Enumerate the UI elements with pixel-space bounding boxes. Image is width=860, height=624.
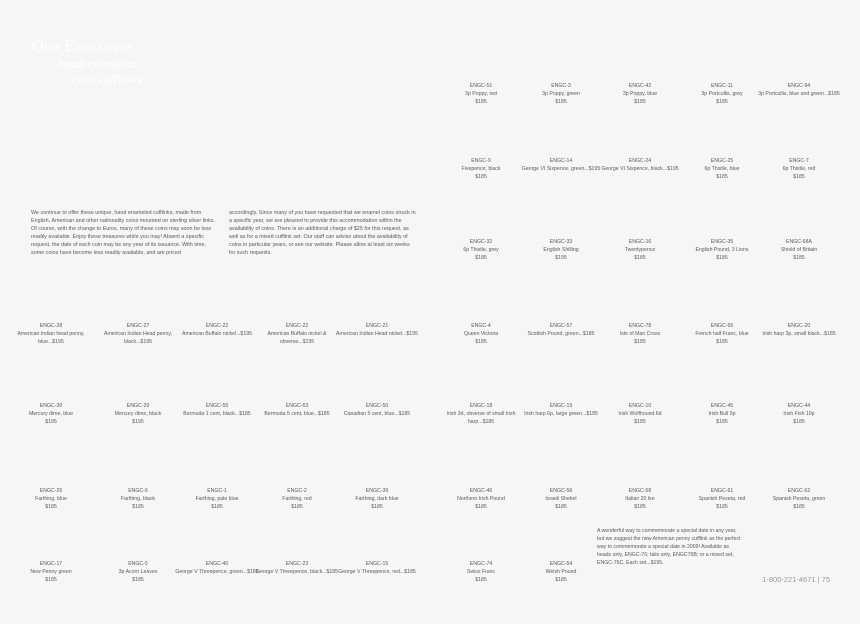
product-price: $195: [132, 419, 144, 425]
product-item: [519, 487, 603, 511]
product-code: ENGC-20: [787, 323, 811, 329]
product-price: $185: [475, 99, 487, 105]
product-price: $185: [634, 419, 646, 425]
product-item: [175, 487, 259, 511]
product-item: [255, 322, 339, 346]
product-code: ENGC-29: [126, 403, 150, 409]
product-code: ENGC-78: [628, 323, 652, 329]
product-description: English Pound, 3 Lions: [695, 247, 749, 253]
product-item: [255, 402, 339, 418]
product-item: [757, 322, 841, 338]
product-description: Twentypence: [624, 247, 656, 253]
subtitle-line-2: coin cufflinks: [72, 71, 142, 86]
product-price: $185: [475, 174, 487, 180]
product-price: $185: [634, 99, 646, 105]
product-description: 3p Acorn Leaves: [118, 569, 158, 575]
product-description: Queen Victoria: [463, 331, 499, 337]
product-description: Israeli Shekel: [545, 496, 577, 502]
product-price: $185: [211, 504, 223, 510]
product-item: [680, 322, 764, 346]
product-item: [519, 238, 603, 262]
product-description: New Penny green: [30, 569, 72, 575]
product-description: Shield of Britain: [780, 247, 818, 253]
product-item: [335, 322, 419, 338]
product-price: $185: [634, 504, 646, 510]
product-item: [9, 402, 93, 426]
product-description: Irish Fish 10p: [783, 411, 815, 417]
product-description: Mercury dime, black: [114, 411, 162, 417]
product-description: Bermuda 5 cent, blue...$185: [264, 411, 330, 417]
product-price: $185: [634, 255, 646, 261]
product-description: American Buffalo nickel & obverse...$195: [267, 331, 327, 345]
product-item: [439, 487, 523, 511]
product-description: American Indian Head nickel...$195: [336, 331, 418, 337]
product-code: ENGC-32: [469, 239, 493, 245]
product-price: $185: [793, 255, 805, 261]
product-description: French half Franc, blue: [695, 331, 749, 337]
product-code: ENGC-22: [205, 323, 229, 329]
product-code: ENGC-56: [549, 488, 573, 494]
product-price: $195: [45, 419, 57, 425]
product-description: Spanish Peseta, green: [772, 496, 826, 502]
product-item: [598, 82, 682, 106]
product-description: 3p Portcullis, grey: [701, 91, 743, 97]
product-description: 3p Portcullis, blue and green...$185: [758, 91, 840, 97]
product-code: ENGC-54: [549, 561, 573, 567]
product-item: [519, 157, 603, 173]
product-item: [9, 560, 93, 584]
product-description: Scottish Pound, green...$185: [527, 331, 595, 337]
page-subtitle: [58, 56, 142, 86]
product-description: 6p Thistle, grey: [463, 247, 499, 253]
product-item: [680, 487, 764, 511]
product-description: George VI Sixpence, green...$195: [521, 166, 601, 172]
intro-text-col-2: accordingly. Since many of you have requested that we enamel coins struck in a specific year, we are pleased to provide this accommodation within the availability of coins. There is an additional charge of $25 for this request, as well as for a mixed cufflink set. Our staff can advise about the availability of coins in particular years, or see our website. Please allow at least six weeks for such requests.: [229, 210, 416, 257]
product-price: $185: [716, 339, 728, 345]
product-description: George V Threepence, green...$185: [175, 569, 259, 575]
product-item: [175, 402, 259, 418]
product-code: ENGC-23: [285, 561, 309, 567]
product-description: American Buffalo nickel...$195: [182, 331, 252, 337]
product-price: $185: [475, 255, 487, 261]
product-item: [335, 402, 419, 418]
product-item: [255, 487, 339, 511]
product-item: [757, 238, 841, 262]
product-item: [598, 402, 682, 426]
product-code: ENGC-42: [628, 83, 652, 89]
product-item: [519, 560, 603, 584]
product-code: ENGC-62: [787, 488, 811, 494]
product-description: Spanish Peseta, red: [698, 496, 746, 502]
product-price: $185: [45, 504, 57, 510]
product-code: ENGC-55: [205, 403, 229, 409]
product-price: $185: [555, 577, 567, 583]
product-code: ENGC-22: [285, 323, 309, 329]
product-description: 3p Poppy, blue: [622, 91, 658, 97]
product-code: ENGC-40: [205, 561, 229, 567]
product-price: $185: [716, 99, 728, 105]
product-description: Irish 3d, obverse of small Irish harp...$185: [446, 411, 516, 425]
product-code: ENGC-63: [285, 403, 309, 409]
product-description: Farthing, red: [282, 496, 312, 502]
product-code: ENGC-4: [471, 323, 491, 329]
commemorative-note: A wonderful way to commemorate a special date in any year, but we suggest the new American penny cufflink as the perfect way to commemorate a special date in 2009! Available as heads only, ENGC-76; tails only, ENGC76B; or a mixed set, ENGC-76C. Each set...$195.: [597, 528, 741, 566]
product-description: 6p Thistle, red: [782, 166, 816, 172]
product-description: English Shilling: [543, 247, 579, 253]
product-price: $185: [555, 504, 567, 510]
product-description: Swiss Franc: [466, 569, 496, 575]
product-code: ENGC-26: [39, 488, 63, 494]
product-code: ENGC-11: [710, 83, 734, 89]
product-item: [255, 560, 339, 576]
product-code: ENGC-21: [365, 323, 389, 329]
product-code: ENGC-6: [128, 488, 148, 494]
product-description: Farthing, blue: [35, 496, 67, 502]
intro-text-col-1: We continue to offer these unique, hand enameled cufflinks, made from English, American and other nationality coins mounted on sterling silver links. Of course, with the change to Euros, many of these coins may soon be less readily available. Enjoy these treasures while you may! Absent a specific request, the date of each coin may be any year of its issuance. With time, some coins have become less readily available, and are priced: [31, 210, 215, 257]
product-code: ENGC-45: [710, 403, 734, 409]
product-description: Italian 20 lire: [625, 496, 655, 502]
product-code: ENGC-25: [710, 158, 734, 164]
product-item: [175, 560, 259, 576]
product-item: [680, 402, 764, 426]
product-code: ENGC-57: [549, 323, 573, 329]
product-item: [439, 322, 523, 346]
product-description: Welsh Pound: [545, 569, 577, 575]
product-code: ENGC-10: [628, 403, 652, 409]
product-code: ENGC-18: [469, 403, 493, 409]
product-description: 6p Thistle, blue: [704, 166, 740, 172]
product-item: [757, 487, 841, 511]
product-price: $185: [793, 419, 805, 425]
product-price: $185: [475, 339, 487, 345]
product-price: $195: [555, 255, 567, 261]
product-price: $185: [132, 504, 144, 510]
product-description: Fivepence, black: [461, 166, 501, 172]
product-code: ENGC-27: [126, 323, 150, 329]
product-code: ENGC-3: [551, 83, 571, 89]
product-item: [335, 560, 419, 576]
product-price: $185: [716, 419, 728, 425]
product-price: $185: [716, 504, 728, 510]
product-code: ENGC-65: [710, 323, 734, 329]
product-item: [439, 82, 523, 106]
product-price: $185: [555, 99, 567, 105]
product-price: $185: [716, 174, 728, 180]
product-item: [519, 82, 603, 106]
product-code: ENGC-51: [469, 83, 493, 89]
product-code: ENGC-94: [787, 83, 811, 89]
product-item: [757, 402, 841, 426]
product-code: ENGC-44: [787, 403, 811, 409]
product-item: [96, 322, 180, 346]
product-code: ENGC-24: [628, 158, 652, 164]
product-description: George V Threepence, red...$185: [338, 569, 416, 575]
product-code: ENGC-15: [365, 561, 389, 567]
product-description: George V Threepence, black...$185: [255, 569, 339, 575]
product-price: $185: [793, 504, 805, 510]
product-item: [175, 322, 259, 338]
product-description: Bermuda 1 cent, black...$185: [183, 411, 251, 417]
product-description: Northern Irish Pound: [457, 496, 505, 502]
product-item: [519, 322, 603, 338]
product-description: 3p Poppy, red: [465, 91, 497, 97]
product-price: $185: [475, 504, 487, 510]
product-item: [96, 402, 180, 426]
product-description: American Indian head penny, blue...$195: [17, 331, 85, 345]
product-code: ENGC-7: [789, 158, 809, 164]
product-code: ENGC-39: [365, 488, 389, 494]
product-price: $185: [45, 577, 57, 583]
product-code: ENGC-16: [628, 239, 652, 245]
product-item: [680, 238, 764, 262]
product-description: Irish Wolfhound 6d: [618, 411, 662, 417]
product-item: [439, 560, 523, 584]
product-item: [439, 402, 523, 426]
product-item: [9, 322, 93, 346]
product-code: ENGC-2: [287, 488, 307, 494]
product-description: George VI Sixpence, black...$195: [601, 166, 679, 172]
product-price: $185: [475, 577, 487, 583]
product-code: ENGC-58: [628, 488, 652, 494]
product-code: ENGC-9: [471, 158, 491, 164]
product-item: [96, 487, 180, 511]
product-code: ENGC-28: [39, 323, 63, 329]
product-code: ENGC-1: [207, 488, 227, 494]
product-description: Farthing, pale blue: [195, 496, 239, 502]
product-description: 3p Poppy, green: [542, 91, 580, 97]
product-code: ENGC-14: [549, 158, 573, 164]
page-title: Our Exclusive: [32, 38, 134, 55]
product-code: ENGC-5: [128, 561, 148, 567]
product-code: ENGC-35: [710, 239, 734, 245]
footer-phone-page: 1-800-221-4671 | 75: [762, 575, 830, 584]
product-item: [680, 82, 764, 106]
product-description: Isle of Man Cross: [619, 331, 661, 337]
product-price: $185: [716, 255, 728, 261]
product-item: [439, 238, 523, 262]
product-description: Irish Bull 5p: [708, 411, 736, 417]
product-code: ENGC-68A: [786, 239, 812, 245]
product-code: ENGC-74: [469, 561, 493, 567]
product-description: Farthing, dark blue: [355, 496, 399, 502]
product-item: [96, 560, 180, 584]
product-item: [439, 157, 523, 181]
product-code: ENGC-19: [549, 403, 573, 409]
product-code: ENGC-33: [549, 239, 573, 245]
product-price: $185: [371, 504, 383, 510]
product-code: ENGC-17: [39, 561, 63, 567]
product-item: [335, 487, 419, 511]
product-description: Irish harp 3p, small black...$185: [762, 331, 836, 337]
product-item: [598, 157, 682, 173]
subtitle-line-1: hand enameled: [58, 56, 138, 71]
product-description: American Indian Head penny, black...$195: [104, 331, 172, 345]
product-code: ENGC-46: [469, 488, 493, 494]
product-item: [757, 82, 841, 98]
product-description: Canadian 5 cent, blue...$185: [343, 411, 411, 417]
product-code: ENGC-50: [365, 403, 389, 409]
product-item: [680, 157, 764, 181]
product-description: Mercury dime, blue: [28, 411, 74, 417]
product-price: $185: [793, 174, 805, 180]
product-code: ENGC-30: [39, 403, 63, 409]
product-item: [519, 402, 603, 418]
product-price: $185: [132, 577, 144, 583]
product-price: $185: [291, 504, 303, 510]
product-code: ENGC-61: [710, 488, 734, 494]
product-item: [598, 238, 682, 262]
product-price: $185: [634, 339, 646, 345]
product-description: Farthing, black: [120, 496, 156, 502]
product-item: [598, 487, 682, 511]
product-item: [9, 487, 93, 511]
product-item: [598, 322, 682, 346]
product-description: Irish harp 6p, large green...$185: [524, 411, 598, 417]
product-item: [757, 157, 841, 181]
